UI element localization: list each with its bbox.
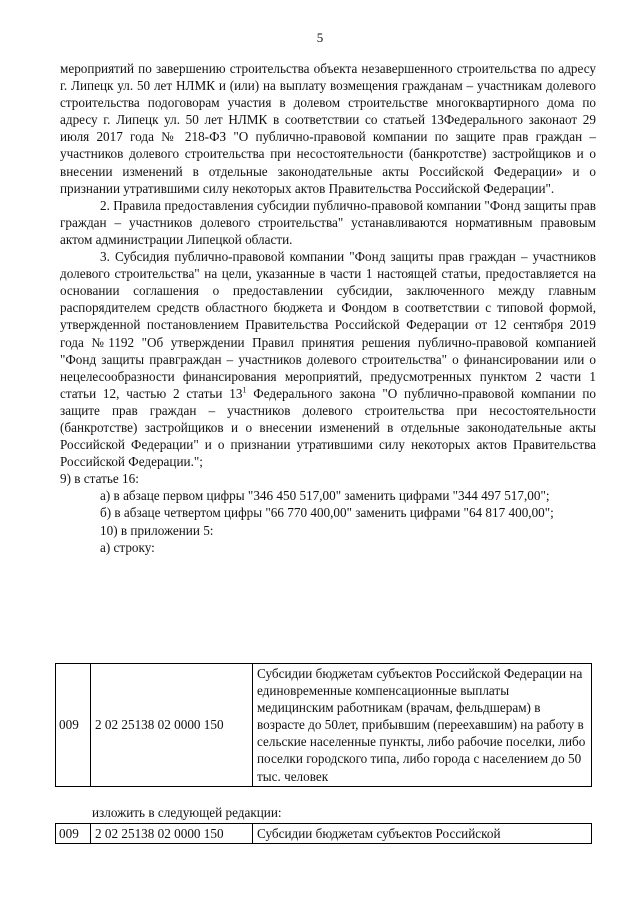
item-9a: а) в абзаце первом цифры "346 450 517,00" заменить цифрами "344 497 517,00"; [100, 488, 550, 504]
document-body [60, 60, 596, 556]
table-new-row [55, 823, 592, 844]
paragraph-3 [60, 248, 596, 470]
replace-instruction: изложить в следующей редакции: [92, 805, 282, 820]
table-row [56, 664, 592, 787]
superscript-footnote: 1 [242, 385, 247, 395]
cell-kbk: 2 02 25138 02 0000 150 [91, 664, 253, 787]
cell-kbk: 2 02 25138 02 0000 150 [91, 824, 253, 844]
cell-name: Субсидии бюджетам субъектов Российской [253, 824, 592, 844]
paragraph-3-part-b: Федерального закона "О публично-правовой компании по защите прав граждан – участников долевого строительства при несостоятельности (банкротстве) застройщиков и о внесении изменений в отдельные законодательные акты Российской Федерации" и о признании утратившими силу некоторых актов Правительства Российской Федерации."; [60, 385, 596, 470]
paragraph-1: мероприятий по завершению строительства объекта незавершенного строительства по адресу г. Липецк ул. 50 лет НЛМК и (или) на выплату возмещения гражданам – участникам долевого строительства подоговорам участия в долевом строительстве многоквартирного дома по адресу г. Липецк ул. 50 лет НЛМК в соответствии со статьей 13Федерального законаот 29 июля 2017 года № 218-ФЗ "О публично-правовой компании по защите прав граждан – участников долевого строительства при несостоятельности (банкротстве) застройщиков и о внесении изменений в отдельные законодательные акты Российской Федерации» и о признании утратившими силу некоторых актов Правительства Российской Федерации". [60, 61, 596, 196]
item-10: 10) в приложении 5: [100, 522, 214, 538]
table-original-row [55, 663, 592, 787]
table-row [56, 824, 592, 844]
item-9: 9) в статье 16: [60, 471, 139, 487]
cell-code: 009 [56, 824, 91, 844]
paragraph-2: 2. Правила предоставления субсидии публично-правовой компании "Фонд защиты прав граждан – участников долевого строительства" устанавливаются нормативным правовым актом администрации Липецкой области. [60, 197, 596, 247]
cell-code: 009 [56, 664, 91, 787]
paragraph-3-part-a: 3. Субсидия публично-правовой компании "Фонд защиты прав граждан – участников долевого строительства" на цели, указанные в части 1 настоящей статьи, предоставляется на основании соглашения о предоставлении субсидии, заключенного между главным распорядителем средств областного бюджета и Фондом в соответствии с типовой формой, утвержденной постановлением Правительства Российской Федерации от 12 сентября 2019 года №1192 "Об утверждении Правил принятия решения публично-правовой компанией "Фонд защиты правграждан – участников долевого строительства" о финансировании или о нецелесообразности финансирования мероприятий, предусмотренных пунктом 2 части 1 статьи 12, частью 2 статьи 13 [60, 249, 596, 401]
cell-name: Субсидии бюджетам субъектов Российской Федерации на единовременные компенсационные выплаты медицинским работникам (врачам, фельдшерам) в возрасте до 50лет, прибывшим (переехавшим) на работу в сельские населенные пункты, либо рабочие поселки, либо поселки городского типа, либо города с населением до 50 тыс. человек [253, 664, 592, 787]
item-9b: б) в абзаце четвертом цифры "66 770 400,00" заменить цифрами "64 817 400,00"; [100, 505, 554, 521]
page-number: 5 [316, 30, 324, 45]
item-10a: а) строку: [100, 539, 155, 555]
